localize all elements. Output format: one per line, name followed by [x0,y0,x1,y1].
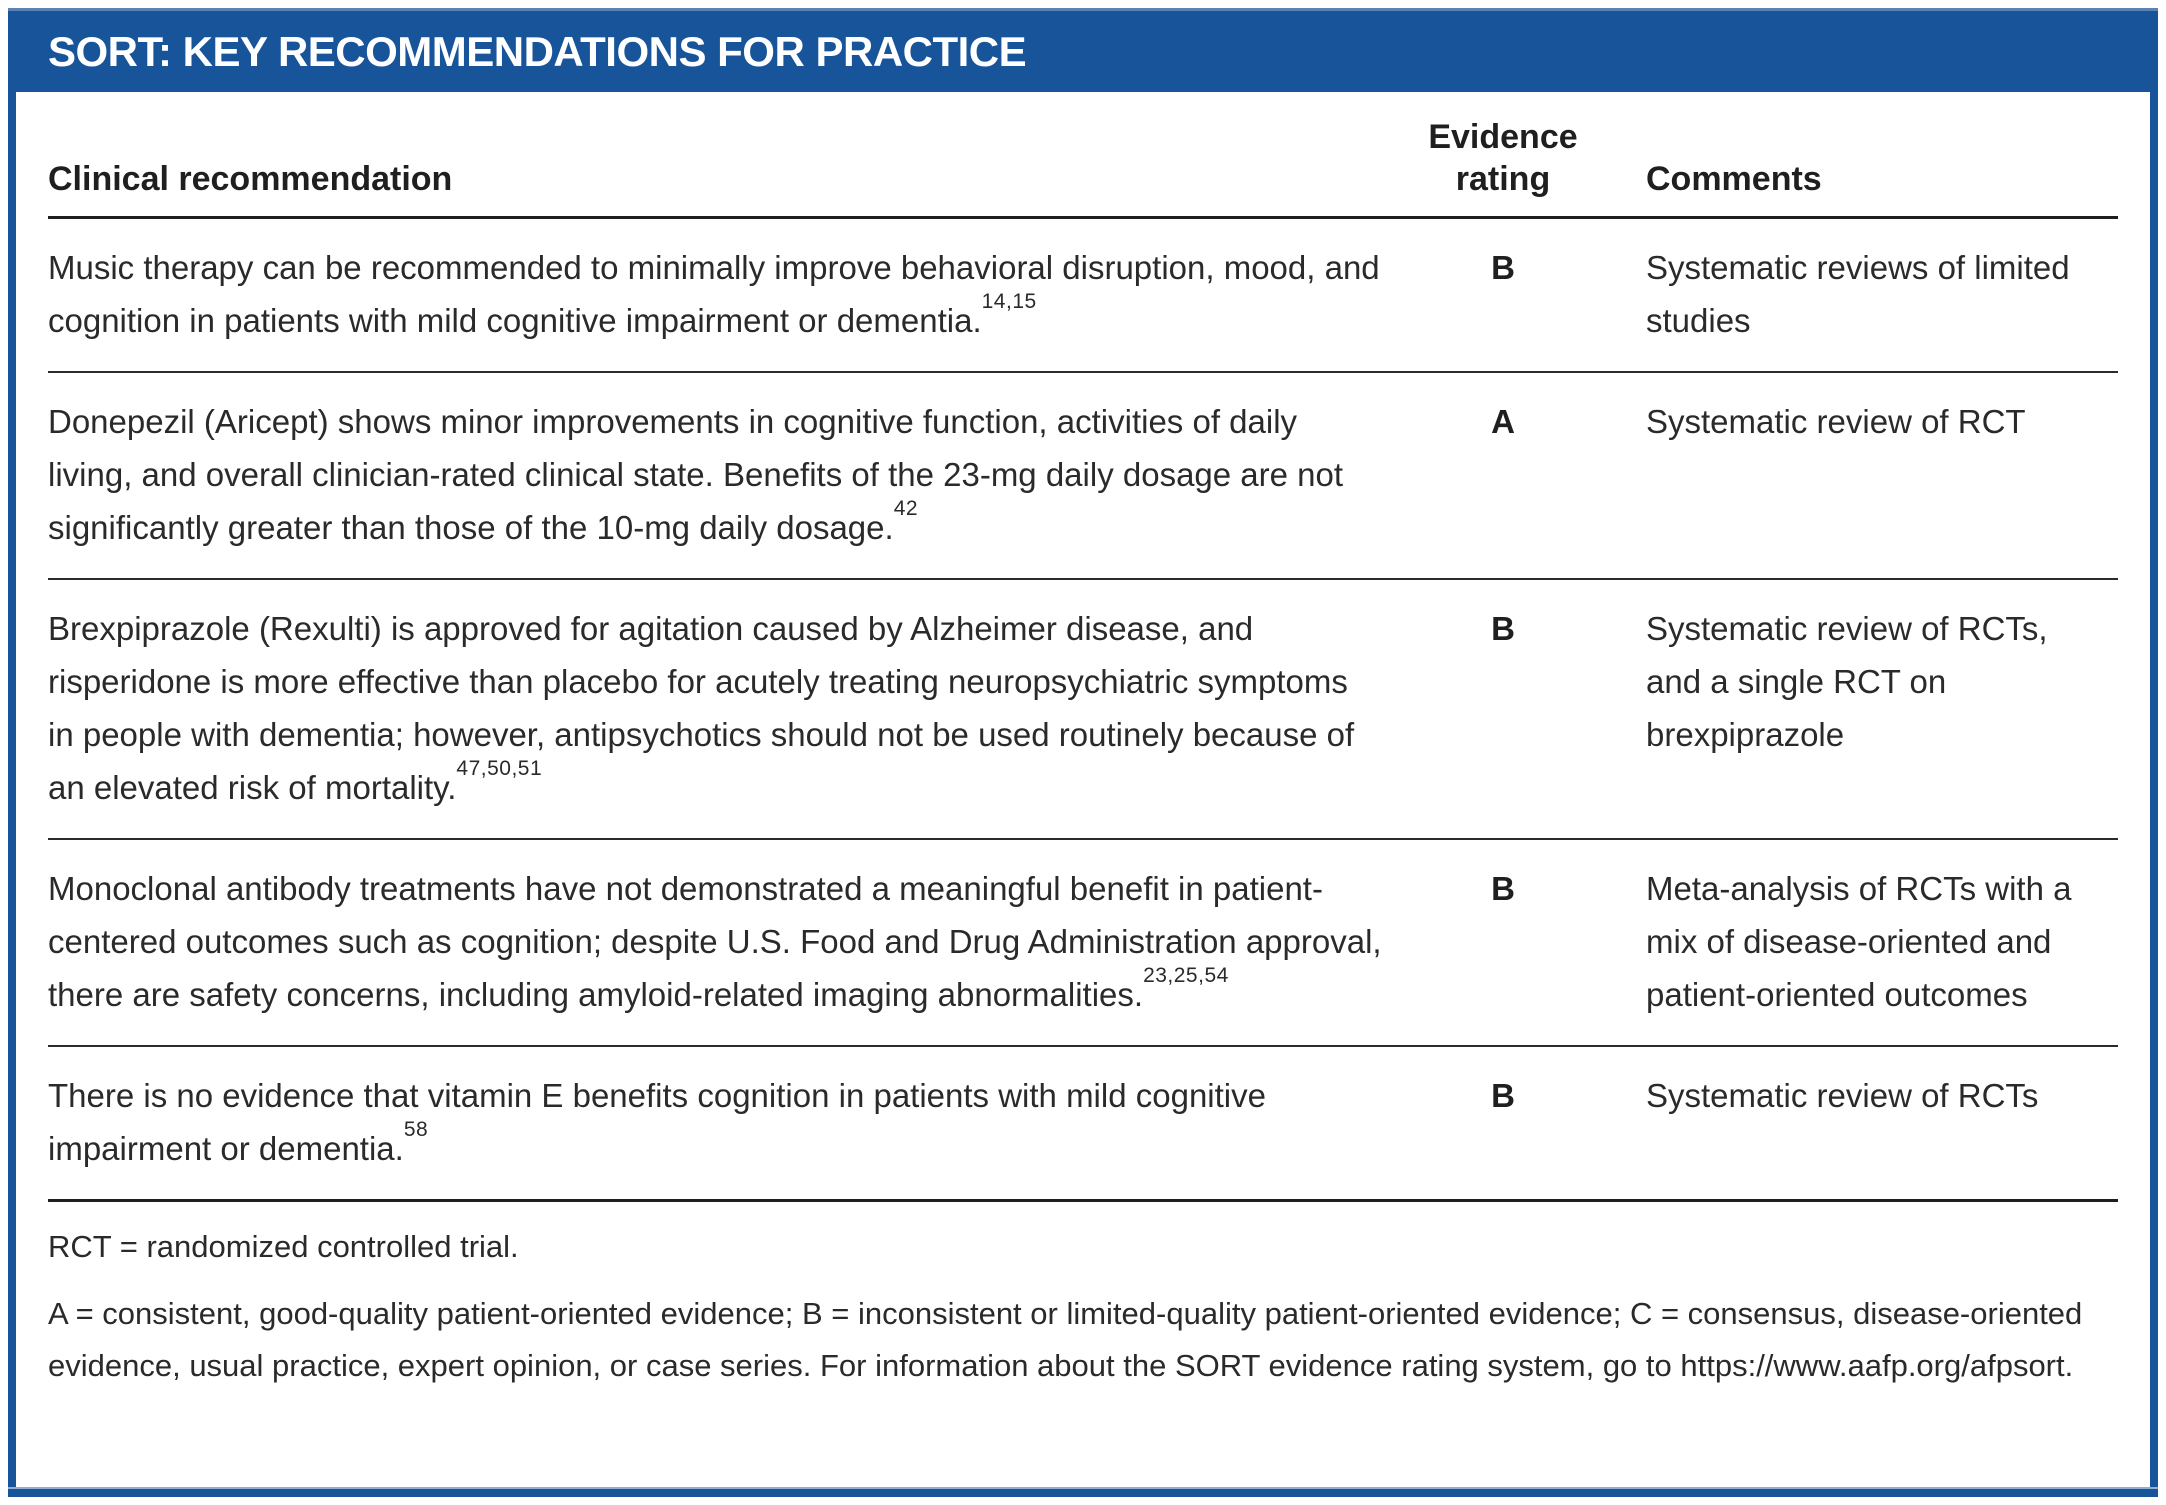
table-row [48,219,2118,373]
recommendation-text: Music therapy can be recommended to minimally improve behavioral disruption, mood, and cognition in patients with mild cognitive impairment or dementia. [48,249,1380,339]
comments-cell: Systematic review of RCTs [1646,1077,2039,1114]
recommendation-cell [48,241,1398,347]
frame-border-bottom [8,1487,2158,1497]
reference-superscript: 58 [403,1118,429,1141]
comments-cell: Systematic review of RCTs, and a single RCT on brexpiprazole [1646,610,2048,753]
table-header-bar [8,8,2158,92]
recommendation-text: There is no evidence that vitamin E benefits cognition in patients with mild cognitive impairment or dementia. [48,1077,1266,1167]
sort-rating-key-footnote: A = consistent, good-quality patient-oriented evidence; B = inconsistent or limited-quality patient-oriented evidence; C = consensus, disease-oriented evidence, usual practice, expert opinion, or case series. For information about the SORT evidence rating system, go to https://www.aafp.org/afpsort. [48,1296,2083,1383]
table-row [48,840,2118,1047]
table-row [48,580,2118,840]
comments-cell: Systematic review of RCT [1646,403,2026,440]
footnotes-section [48,1202,2118,1392]
abbreviation-footnote: RCT = randomized controlled trial. [48,1229,519,1264]
column-header-clinical-recommendation: Clinical recommendation [48,160,453,198]
column-header-comments: Comments [1646,160,1822,198]
evidence-rating-cell: B [1491,610,1515,647]
reference-superscript: 14,15 [981,290,1037,313]
recommendation-cell [48,602,1398,814]
frame-border-right [2150,92,2158,1497]
comments-cell: Systematic reviews of limited studies [1646,249,2070,339]
evidence-rating-cell: B [1491,870,1515,907]
frame-border-left [8,92,16,1497]
evidence-rating-cell: B [1491,249,1515,286]
table-title: SORT: KEY RECOMMENDATIONS FOR PRACTICE [48,27,1027,75]
table-row [48,1047,2118,1202]
comments-cell: Meta-analysis of RCTs with a mix of disease-oriented and patient-oriented outcomes [1646,870,2072,1013]
table-content [16,92,2150,1487]
recommendation-text: Donepezil (Aricept) shows minor improvements in cognitive function, activities of daily living, and overall clinician-rated clinical state. Benefits of the 23-mg daily dosage are not significantly greater than those of the 10-mg daily dosage. [48,403,1344,546]
evidence-rating-cell: B [1491,1077,1515,1114]
evidence-rating-cell: A [1491,403,1515,440]
reference-superscript: 23,25,54 [1143,964,1229,987]
recommendation-cell [48,862,1398,1021]
column-headers-row [48,92,2118,219]
reference-superscript: 47,50,51 [456,757,543,780]
reference-superscript: 42 [893,497,919,520]
recommendation-text: Brexpiprazole (Rexulti) is approved for agitation caused by Alzheimer disease, and risperidone is more effective than placebo for acutely treating neuropsychiatric symptoms in people with dementia; however, antipsychotics should not be used routinely because of an elevated risk of mortality. [48,610,1355,806]
recommendation-cell [48,1069,1398,1175]
table-row [48,373,2118,580]
recommendation-text: Monoclonal antibody treatments have not demonstrated a meaningful benefit in patient-centered outcomes such as cognition; despite U.S. Food and Drug Administration approval, there are safety concerns, including amyloid-related imaging abnormalities. [48,870,1382,1013]
recommendation-cell [48,395,1398,554]
column-header-evidence-rating: Evidence rating [1428,118,1578,198]
sort-table-figure [8,8,2158,1497]
